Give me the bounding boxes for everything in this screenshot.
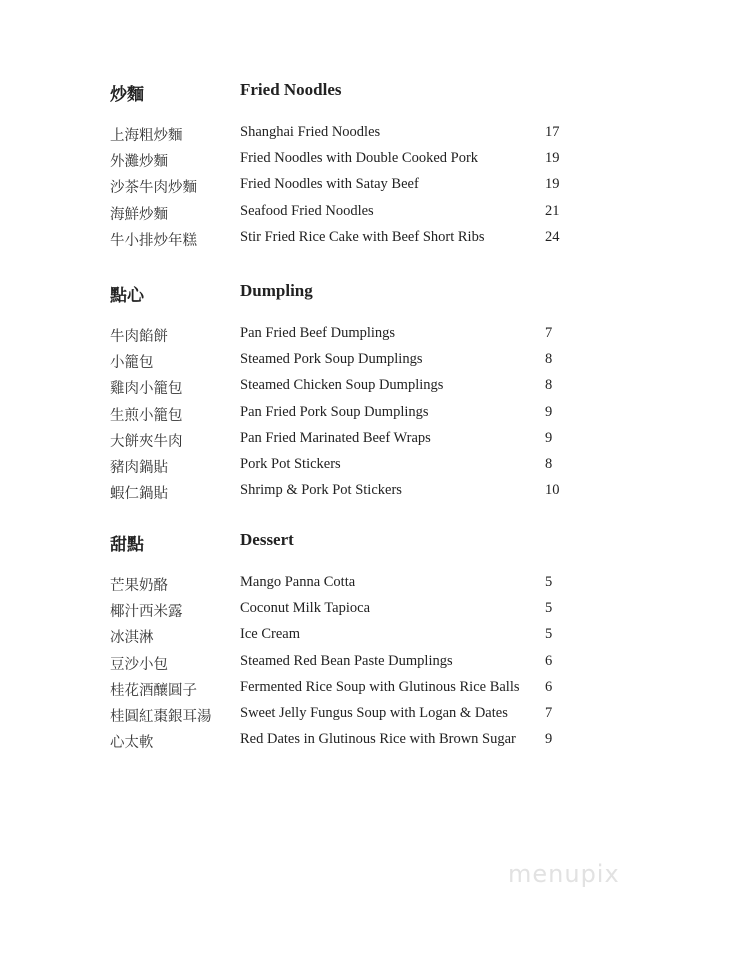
item-name-english: Fried Noodles with Double Cooked Pork: [240, 150, 479, 167]
menu-item: [0, 731, 742, 757]
menu-item: [0, 351, 742, 377]
menu-section: [0, 80, 742, 255]
item-name-chinese: 芒果奶酪: [110, 578, 168, 594]
menu-item: [0, 325, 742, 351]
item-name-english: Mango Panna Cotta: [240, 574, 356, 590]
section-heading: [0, 281, 742, 325]
menu-item: [0, 456, 742, 482]
item-name-english: Stir Fried Rice Cake with Beef Short Ribs: [240, 228, 485, 245]
item-name-english: Shanghai Fried Noodles: [240, 124, 381, 140]
item-price: 8: [545, 455, 553, 472]
item-name-english: Fried Noodles with Satay Beef: [240, 176, 419, 193]
item-name-english: Fermented Rice Soup with Glutinous Rice Balls: [240, 678, 520, 695]
item-name-chinese: 豬肉鍋貼: [110, 459, 168, 476]
menu-item: [0, 600, 742, 626]
item-price: 6: [545, 678, 553, 695]
item-price: 9: [545, 731, 553, 748]
item-price: 5: [545, 600, 553, 617]
menu-item: [0, 377, 742, 403]
menu-item: [0, 150, 742, 176]
menu-item: [0, 482, 742, 508]
item-name-english: Coconut Milk Tapioca: [240, 600, 371, 617]
watermark-logo: menupix: [508, 860, 620, 888]
item-name-chinese: 桂花酒釀圓子: [110, 682, 197, 699]
item-name-english: Steamed Pork Soup Dumplings: [240, 351, 423, 368]
section-title-chinese: 炒麵: [110, 85, 144, 104]
item-price: 21: [545, 202, 560, 219]
item-name-chinese: 外灘炒麵: [110, 154, 168, 171]
menu-item: [0, 653, 742, 679]
section-title-english: Dumpling: [240, 281, 313, 300]
menu-item: [0, 626, 742, 652]
item-name-english: Red Dates in Glutinous Rice with Brown Sugar: [240, 731, 516, 748]
menu-item: [0, 176, 742, 202]
item-name-chinese: 小籠包: [110, 355, 154, 372]
item-price: 8: [545, 377, 553, 394]
item-name-english: Pan Fried Marinated Beef Wraps: [240, 429, 431, 446]
item-name-english: Shrimp & Pork Pot Stickers: [240, 482, 402, 499]
menu-item: [0, 124, 742, 150]
section-title-chinese: 點心: [110, 286, 144, 305]
item-price: 7: [545, 704, 553, 721]
item-name-chinese: 雞肉小籠包: [110, 381, 183, 398]
menu-item: [0, 404, 742, 430]
item-name-english: Ice Cream: [240, 626, 300, 643]
menu-item: [0, 203, 742, 229]
item-name-english: Seafood Fried Noodles: [240, 202, 374, 219]
item-price: 17: [545, 124, 560, 140]
item-name-english: Steamed Chicken Soup Dumplings: [240, 377, 444, 394]
menu-item: [0, 574, 742, 600]
item-name-english: Pork Pot Stickers: [240, 455, 341, 472]
menu-item: [0, 430, 742, 456]
item-price: 9: [545, 403, 553, 420]
item-name-chinese: 心太軟: [110, 735, 154, 752]
item-name-chinese: 牛肉餡餅: [110, 329, 168, 345]
item-name-chinese: 上海粗炒麵: [110, 128, 183, 144]
item-name-english: Pan Fried Pork Soup Dumplings: [240, 403, 429, 420]
item-name-english: Sweet Jelly Fungus Soup with Logan & Dates: [240, 704, 508, 721]
section-heading: [0, 80, 742, 124]
section-title-chinese: 甜點: [110, 535, 144, 554]
item-name-chinese: 豆沙小包: [110, 656, 168, 673]
section-title-english: Fried Noodles: [240, 80, 342, 99]
item-name-chinese: 海鮮炒麵: [110, 206, 168, 223]
menu-section: [0, 281, 742, 508]
item-price: 19: [545, 176, 560, 193]
menu-item: [0, 229, 742, 255]
item-price: 7: [545, 325, 553, 341]
item-price: 10: [545, 482, 560, 499]
menu-section: [0, 530, 742, 757]
item-name-english: Steamed Red Bean Paste Dumplings: [240, 652, 453, 669]
item-name-chinese: 沙茶牛肉炒麵: [110, 180, 197, 197]
item-name-chinese: 牛小排炒年糕: [110, 232, 197, 249]
item-price: 8: [545, 351, 553, 368]
item-price: 9: [545, 429, 553, 446]
item-name-chinese: 椰汁西米露: [110, 604, 183, 621]
section-heading: [0, 530, 742, 574]
item-name-chinese: 生煎小籠包: [110, 407, 183, 424]
item-name-chinese: 冰淇淋: [110, 630, 154, 647]
item-name-english: Pan Fried Beef Dumplings: [240, 325, 396, 341]
item-name-chinese: 大餅夾牛肉: [110, 433, 183, 450]
item-name-chinese: 蝦仁鍋貼: [110, 486, 168, 503]
item-name-chinese: 桂圓紅棗銀耳湯: [110, 708, 212, 725]
section-title-english: Dessert: [240, 530, 294, 549]
item-price: 19: [545, 150, 560, 167]
item-price: 24: [545, 228, 560, 245]
menu-item: [0, 705, 742, 731]
menu-item: [0, 679, 742, 705]
item-price: 6: [545, 652, 553, 669]
item-price: 5: [545, 574, 553, 590]
item-price: 5: [545, 626, 553, 643]
